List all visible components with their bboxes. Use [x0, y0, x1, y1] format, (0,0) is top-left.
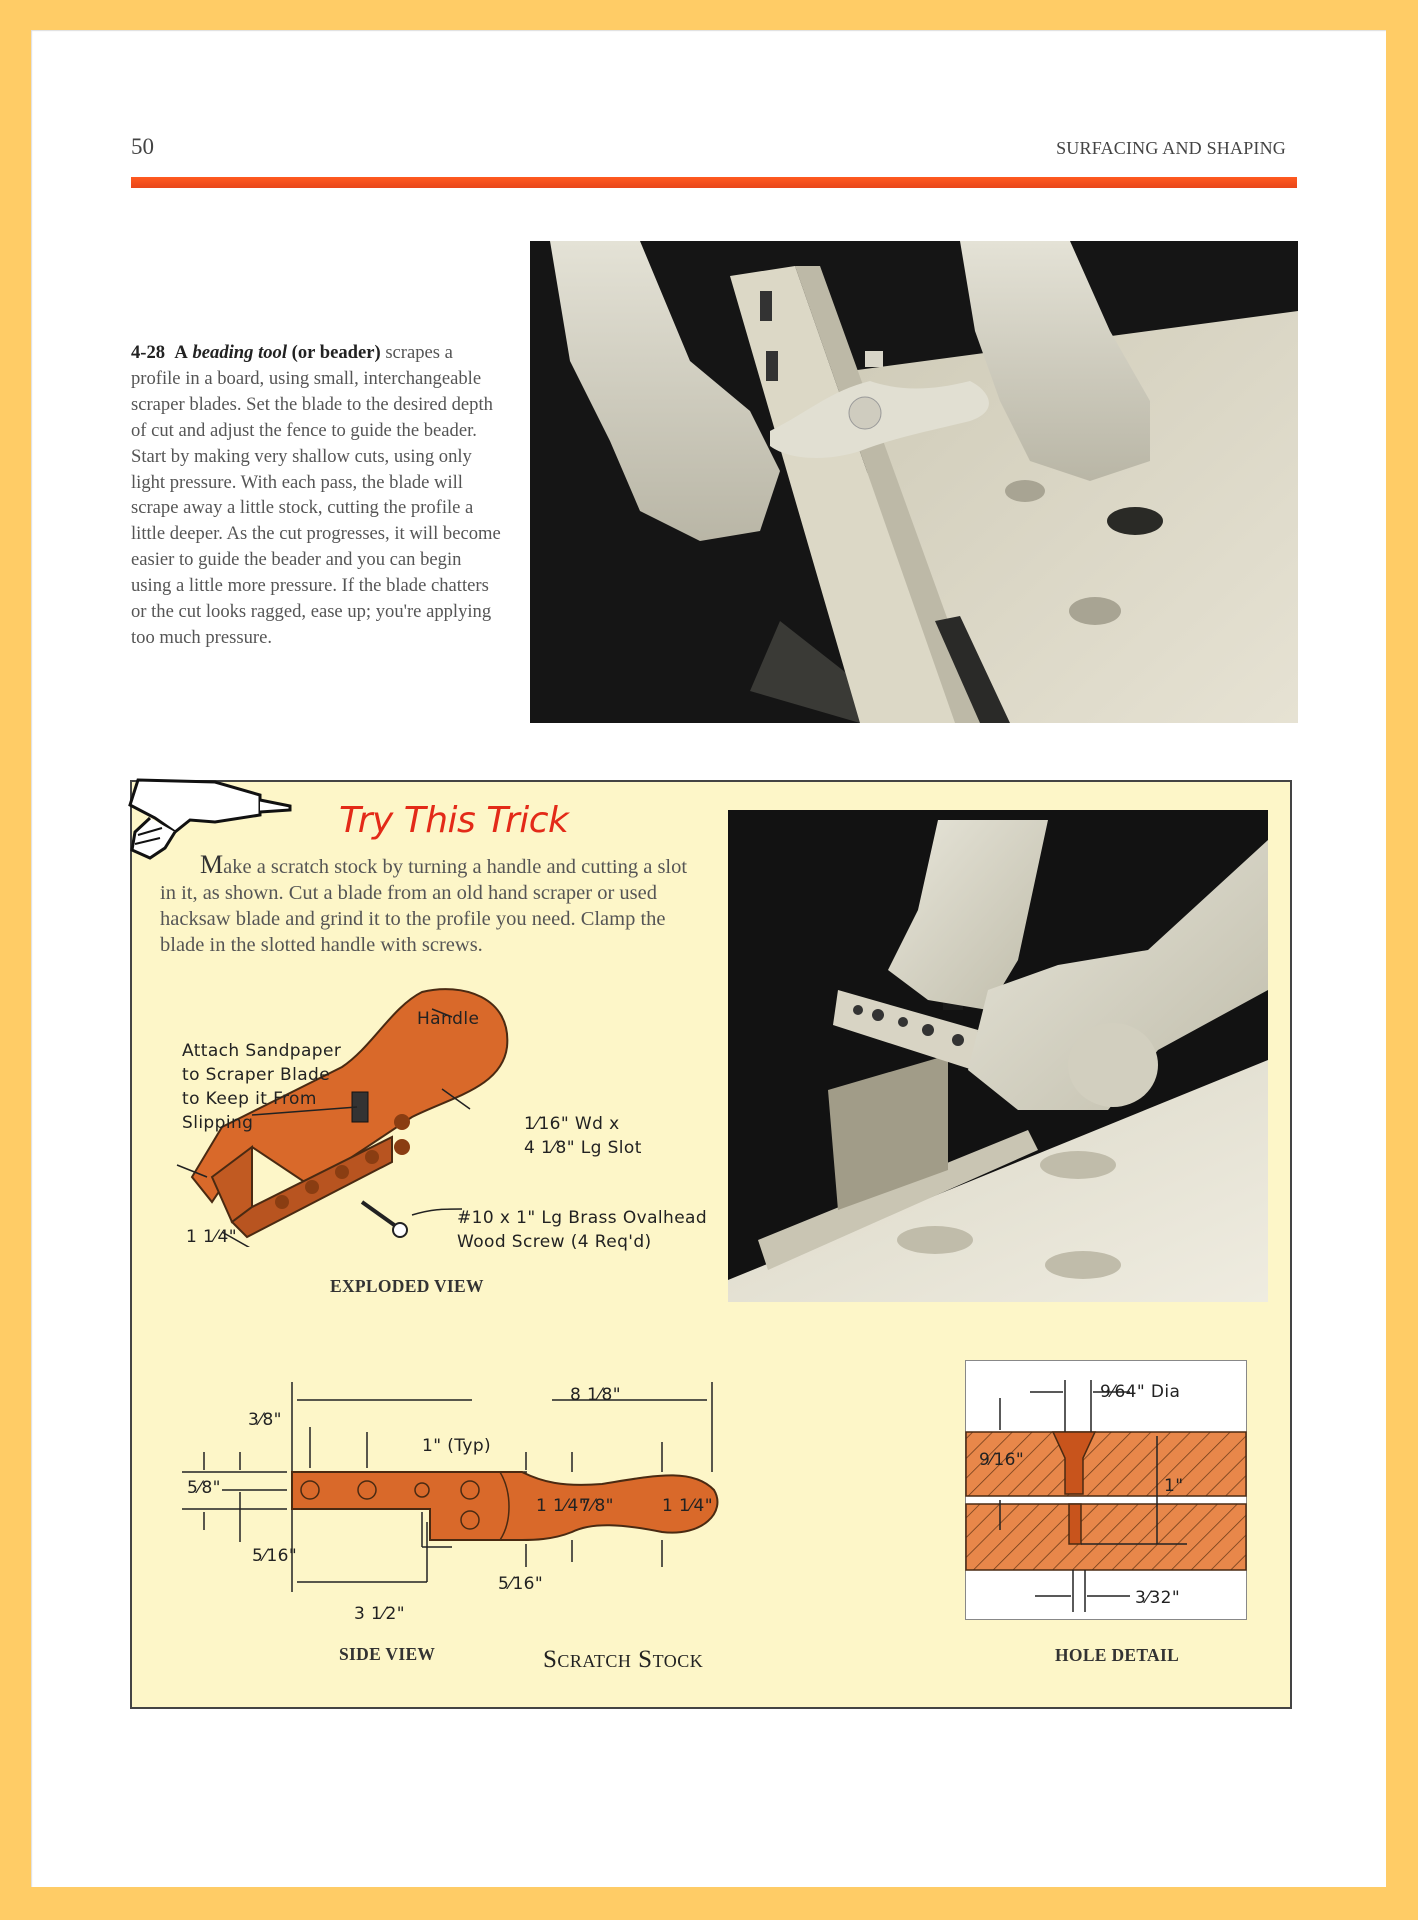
scratch-stock-title: Scratch Stock: [543, 1646, 704, 1673]
drill-icon: [120, 770, 295, 860]
caption-lead-italic: beading tool: [192, 342, 288, 363]
dim-half-height: 5⁄16": [252, 1546, 298, 1566]
dim-height: 5⁄8": [187, 1478, 221, 1498]
caption-lead-b: (or beader): [291, 342, 381, 363]
caption-number: 4-28: [131, 342, 166, 363]
hole-dim-dia: 9⁄64" Dia: [1100, 1382, 1181, 1402]
callout-sandpaper-line-2: to Scraper Blade: [182, 1065, 331, 1085]
callout-sandpaper-line-4: Slipping: [182, 1113, 254, 1133]
dim-hole-spacing: 1" (Typ): [422, 1436, 492, 1456]
trick-body: [160, 852, 700, 958]
callout-sandpaper: [182, 1039, 341, 1135]
callout-width: 1 1⁄4": [186, 1227, 237, 1247]
caption-body: scrapes a profile in a board, using small, interchangeable scraper blades. Set the blade to the desired depth of cut and adjust the fence to guide the beader. Start by making very shallow cuts, using only light pressure. With each pass, the blade will scrape away a little stock, cutting the profile a little deeper. As the cut progresses, it will become easier to guide the beader and you can begin using a little more pressure. If the blade chatters or the cut looks ragged, ease up; you're applying too much pressure.: [131, 342, 501, 648]
page-number: 50: [131, 134, 154, 159]
dim-neck-2: 7⁄8": [580, 1496, 614, 1516]
dim-neck-1: 1 1⁄4": [536, 1496, 587, 1516]
scratch-stock-photo: [728, 810, 1268, 1302]
dim-step-length: 3 1⁄2": [354, 1604, 405, 1624]
dim-knob: 1 1⁄4": [662, 1496, 713, 1516]
header-rule: [131, 177, 1297, 188]
trick-title: Try This Trick: [339, 800, 569, 841]
running-head: SURFACING AND SHAPING: [1056, 138, 1286, 158]
callout-screw: [457, 1206, 707, 1254]
hole-dim-depth: 9⁄16": [979, 1450, 1025, 1470]
callout-slot-line-2: 4 1⁄8" Lg Slot: [524, 1138, 642, 1158]
callout-screw-line-1: #10 x 1" Lg Brass Ovalhead: [457, 1208, 708, 1228]
side-view-label: SIDE VIEW: [339, 1644, 436, 1664]
caption-lead-a: A: [174, 342, 188, 363]
try-this-trick-box: [130, 780, 1292, 1709]
callout-sandpaper-line-1: Attach Sandpaper: [182, 1041, 342, 1061]
book-page: [31, 30, 1386, 1887]
figure-caption: [131, 340, 503, 651]
trick-body-text: ake a scratch stock by turning a handle and cutting a slot in it, as shown. Cut a blade from an old hand scraper or used hacksaw blade and grind it to the profile you need. Clamp the blade in the slotted handle with screws.: [160, 856, 688, 956]
dim-overall: 8 1⁄8": [570, 1385, 621, 1405]
callout-slot-line-1: 1⁄16" Wd x: [524, 1114, 620, 1134]
callout-sandpaper-line-3: to Keep it From: [182, 1089, 317, 1109]
hole-dim-total: 1": [1164, 1476, 1184, 1496]
trick-body-initial: M: [200, 850, 224, 879]
exploded-view-label: EXPLODED VIEW: [330, 1276, 484, 1296]
beading-tool-photo: [530, 241, 1298, 723]
hole-detail-label: HOLE DETAIL: [1055, 1645, 1180, 1665]
hole-dim-pilot: 3⁄32": [1135, 1588, 1181, 1608]
callout-slot: [524, 1112, 642, 1160]
callout-handle: Handle: [417, 1009, 480, 1029]
callout-screw-line-2: Wood Screw (4 Req'd): [457, 1232, 652, 1252]
dim-edge-to-hole: 3⁄8": [248, 1410, 282, 1430]
dim-step: 5⁄16": [498, 1574, 544, 1594]
